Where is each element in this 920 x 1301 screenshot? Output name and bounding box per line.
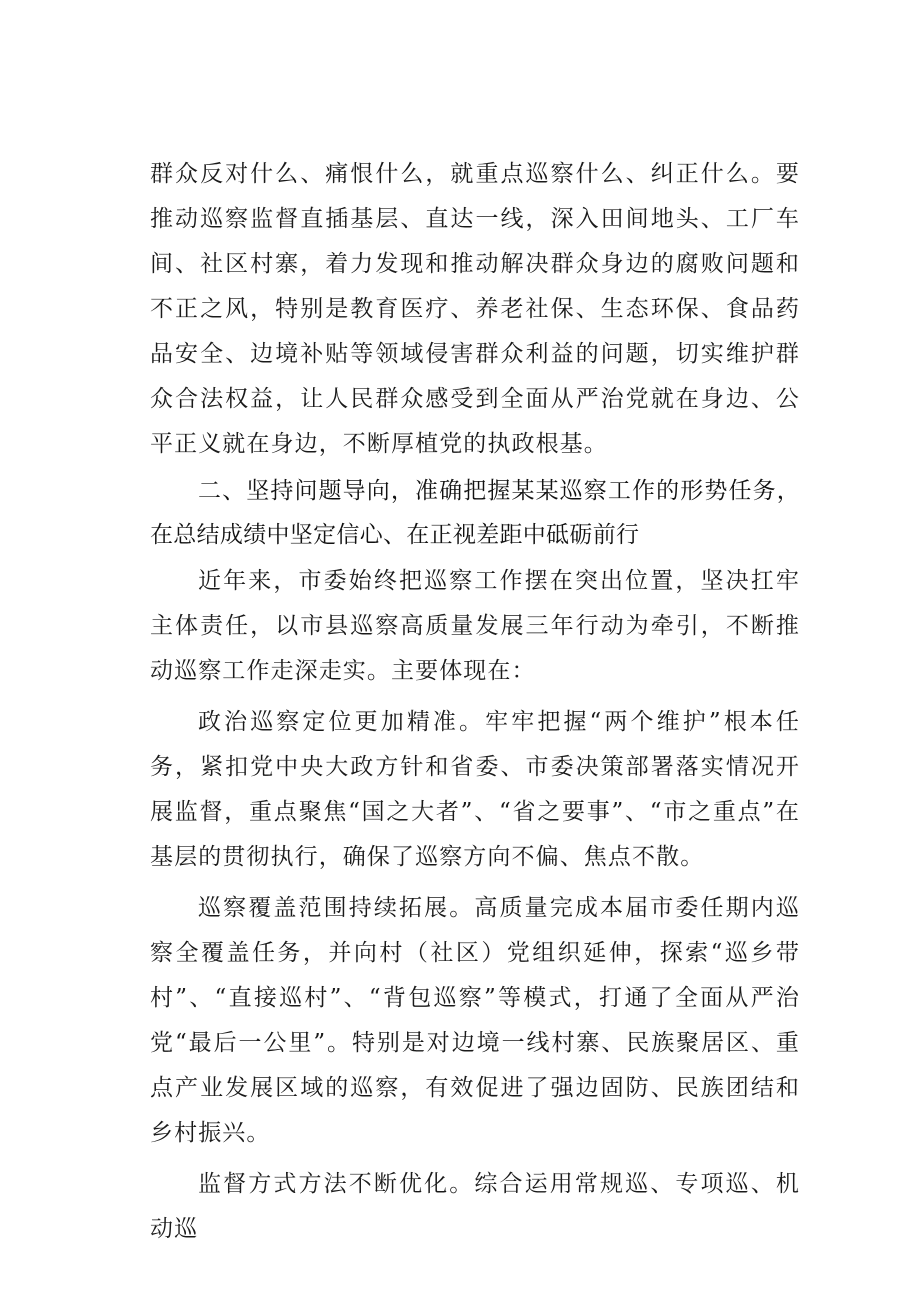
section-heading-2: 二、坚持问题导向，准确把握某某巡察工作的形势任务，在总结成绩中坚定信心、在正视差距中砥砺前行 [150, 478, 800, 548]
paragraph-3: 政治巡察定位更加精准。牢牢把握“两个维护”根本任务，紧扣党中央大政方针和省委、市委决策部署落实情况开展监督，重点聚焦“国之大者”、“省之要事”、“市之重点”在基层的贯彻执行，确保了巡察方向不偏、焦点不散。 [150, 709, 800, 870]
paragraph-4: 巡察覆盖范围持续拓展。高质量完成本届市委任期内巡察全覆盖任务，并向村（社区）党组织延伸，探索“巡乡带村”、“直接巡村”、“背包巡察”等模式，打通了全面从严治党“最后一公里”。特别是对边境一线村寨、民族聚居区、重点产业发展区域的巡察，有效促进了强边固防、民族团结和乡村振兴。 [150, 895, 800, 1146]
paragraph-1: 群众反对什么、痛恨什么，就重点巡察什么、纠正什么。要推动巡察监督直插基层、直达一线，深入田间地头、工厂车间、社区村寨，着力发现和推动解决群众身边的腐败问题和不正之风，特别是教育医疗、养老社保、生态环保、食品药品安全、边境补贴等领域侵害群众利益的问题，切实维护群众合法权益，让人民群众感受到全面从严治党就在身边、公平正义就在身边，不断厚植党的执政根基。 [150, 161, 800, 457]
paragraph-5: 监督方式方法不断优化。综合运用常规巡、专项巡、机动巡 [150, 1171, 800, 1242]
document-body [150, 152, 800, 1252]
paragraph-2: 近年来，市委始终把巡察工作摆在突出位置，坚决扛牢主体责任，以市县巡察高质量发展三年行动为牵引，不断推动巡察工作走深走实。主要体现在： [150, 568, 800, 684]
